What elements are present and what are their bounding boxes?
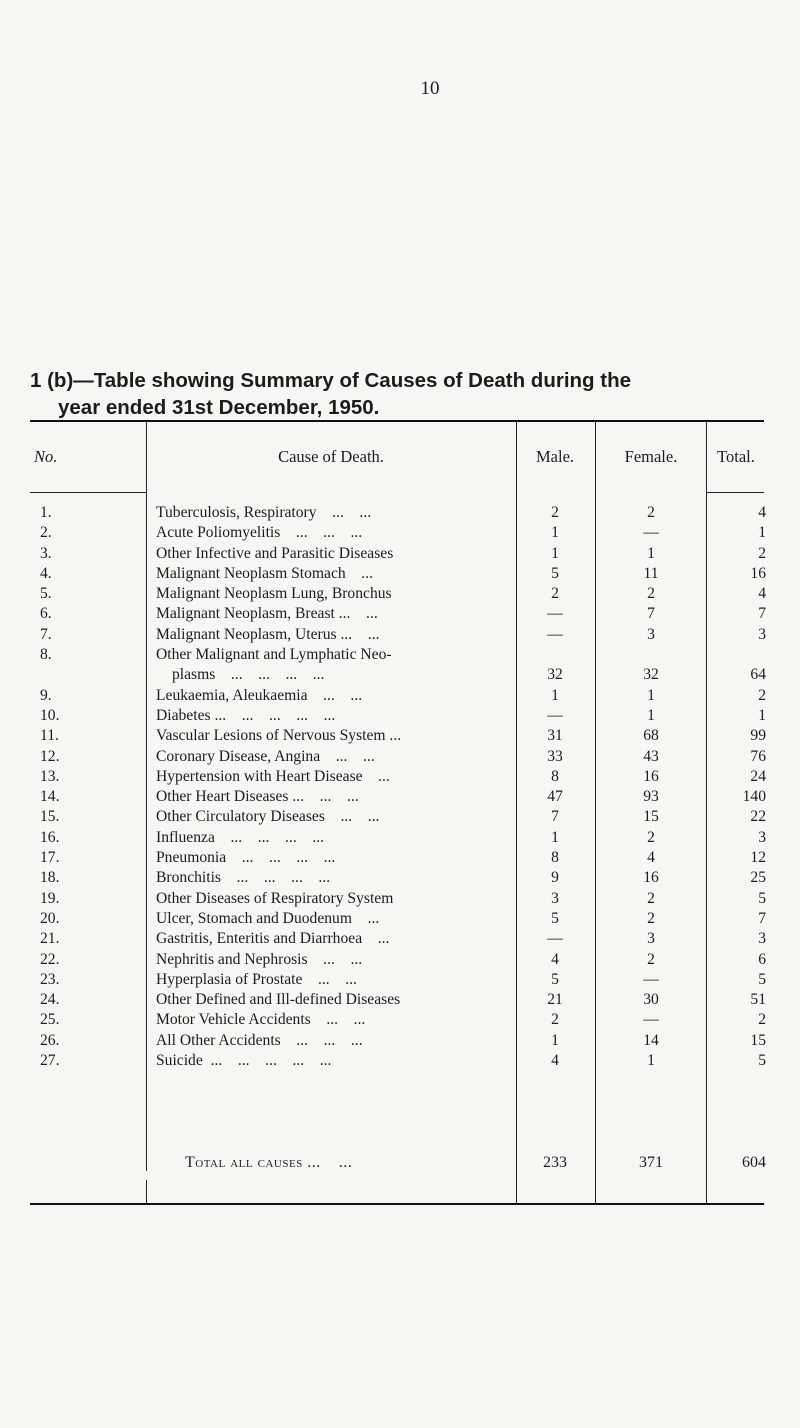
row-number: 18. xyxy=(40,869,60,887)
row-number: 10. xyxy=(40,706,60,724)
male-count: 4 xyxy=(551,1052,559,1070)
total-count: 12 xyxy=(750,849,766,867)
total-count: 16 xyxy=(750,564,766,582)
row-number: 12. xyxy=(40,747,60,765)
male-count: 1 xyxy=(551,1031,559,1049)
male-count: 5 xyxy=(551,564,559,582)
table-row xyxy=(0,828,800,848)
table-row xyxy=(0,726,800,746)
cause-of-death: Suicide ... ... ... ... ... xyxy=(156,1052,332,1070)
total-count: 3 xyxy=(758,625,766,643)
female-count: 2 xyxy=(647,909,655,927)
table-row xyxy=(0,645,800,686)
row-number: 20. xyxy=(40,909,60,927)
cause-of-death: Hypertension with Heart Disease ... xyxy=(156,767,390,785)
female-count: 16 xyxy=(643,767,659,785)
female-count: 11 xyxy=(643,564,659,582)
header-cause: Cause of Death. xyxy=(278,447,384,466)
female-count: 1 xyxy=(647,1052,655,1070)
female-count: 16 xyxy=(643,869,659,887)
header-total: Total. xyxy=(717,447,755,466)
row-number: 27. xyxy=(40,1052,60,1070)
total-count: 3 xyxy=(758,930,766,948)
row-number: 5. xyxy=(40,585,52,603)
total-count: 2 xyxy=(758,686,766,704)
male-count: 7 xyxy=(551,808,559,826)
header-male: Male. xyxy=(535,447,575,466)
female-count: 3 xyxy=(647,930,655,948)
page-number: 10 xyxy=(420,78,440,99)
row-number: 24. xyxy=(40,991,60,1009)
total-count: 6 xyxy=(758,950,766,968)
row-number: 3. xyxy=(40,544,52,562)
male-count: 4 xyxy=(551,950,559,968)
cause-of-death: Other Malignant and Lymphatic Neo- xyxy=(156,646,392,664)
row-number: 14. xyxy=(40,788,60,806)
table-row xyxy=(0,767,800,787)
header-female: Female. xyxy=(624,447,678,466)
table-row xyxy=(0,909,800,929)
table-row xyxy=(0,950,800,970)
male-count: 9 xyxy=(551,869,559,887)
female-count: 4 xyxy=(647,849,655,867)
table-row xyxy=(0,787,800,807)
male-count: 31 xyxy=(547,727,563,745)
cause-of-death: Motor Vehicle Accidents ... ... xyxy=(156,1011,366,1029)
female-count: 30 xyxy=(643,991,659,1009)
table-row xyxy=(0,929,800,949)
male-count: 1 xyxy=(551,544,559,562)
male-count: 2 xyxy=(551,504,559,521)
total-count: 25 xyxy=(750,869,766,887)
female-count: 1 xyxy=(647,706,655,724)
row-number: 15. xyxy=(40,808,60,826)
row-number: 8. xyxy=(40,646,52,664)
total-count: 76 xyxy=(750,747,766,765)
male-count: 1 xyxy=(551,828,559,846)
cause-of-death: Hyperplasia of Prostate ... ... xyxy=(156,970,357,988)
total-count: 2 xyxy=(758,544,766,562)
female-count: 7 xyxy=(647,605,655,623)
table-row xyxy=(0,1051,800,1071)
table-title xyxy=(30,367,770,421)
row-number: 26. xyxy=(40,1031,60,1049)
total-count: 140 xyxy=(742,788,766,806)
table-row xyxy=(0,868,800,888)
male-count: — xyxy=(547,930,563,948)
cause-of-death: Vascular Lesions of Nervous System ... xyxy=(156,727,402,745)
table-row xyxy=(0,848,800,868)
cause-of-death: Influenza ... ... ... ... xyxy=(156,828,325,846)
male-count: 8 xyxy=(551,767,559,785)
male-count: 1 xyxy=(551,524,559,542)
female-count: 32 xyxy=(643,666,659,684)
male-count: 32 xyxy=(547,666,563,684)
row-number: 1. xyxy=(40,504,52,521)
total-count: 3 xyxy=(758,828,766,846)
female-count: 1 xyxy=(647,686,655,704)
header-rule-no xyxy=(30,492,146,493)
female-count: 2 xyxy=(647,504,655,521)
female-count: 93 xyxy=(643,788,659,806)
male-count: 3 xyxy=(551,889,559,907)
total-count: 24 xyxy=(750,767,766,785)
total-count: 1 xyxy=(758,524,766,542)
female-count: 15 xyxy=(643,808,659,826)
total-count: 2 xyxy=(758,1011,766,1029)
row-number: 11. xyxy=(40,727,59,745)
header-no: No. xyxy=(34,447,58,466)
cause-of-death: Malignant Neoplasm, Uterus ... ... xyxy=(156,625,380,643)
table-row xyxy=(0,564,800,584)
cause-of-death-continued: plasms ... ... ... ... xyxy=(172,666,325,684)
row-number: 25. xyxy=(40,1011,60,1029)
table-bottom-rule xyxy=(30,1203,764,1205)
table-row xyxy=(0,625,800,645)
total-count: 5 xyxy=(758,1052,766,1070)
table-row xyxy=(0,990,800,1010)
cause-of-death: Other Defined and Ill-defined Diseases xyxy=(156,991,401,1009)
totals-label: Total all causes ... ... xyxy=(185,1154,353,1171)
male-count: 2 xyxy=(551,585,559,603)
male-count: 47 xyxy=(547,788,563,806)
female-count: 43 xyxy=(643,747,659,765)
cause-of-death: Malignant Neoplasm, Breast ... ... xyxy=(156,605,378,623)
table-row xyxy=(0,503,800,523)
header-rule-total xyxy=(706,492,764,493)
totals-female: 371 xyxy=(639,1154,663,1171)
total-count: 22 xyxy=(750,808,766,826)
table-row xyxy=(0,686,800,706)
cause-of-death: Malignant Neoplasm Stomach ... xyxy=(156,564,373,582)
male-count: 2 xyxy=(551,1011,559,1029)
male-count: 5 xyxy=(551,970,559,988)
cause-of-death: Gastritis, Enteritis and Diarrhoea ... xyxy=(156,930,390,948)
cause-of-death: Acute Poliomyelitis ... ... ... xyxy=(156,524,363,542)
female-count: 2 xyxy=(647,889,655,907)
row-number: 23. xyxy=(40,970,60,988)
female-count: 1 xyxy=(647,544,655,562)
total-count: 5 xyxy=(758,970,766,988)
female-count: 3 xyxy=(647,625,655,643)
row-number: 21. xyxy=(40,930,60,948)
row-number: 16. xyxy=(40,828,60,846)
cause-of-death: Leukaemia, Aleukaemia ... ... xyxy=(156,686,363,704)
table-top-rule xyxy=(30,420,764,422)
male-count: 21 xyxy=(547,991,563,1009)
female-count: — xyxy=(643,1011,659,1029)
table-row xyxy=(0,747,800,767)
row-number: 19. xyxy=(40,889,60,907)
total-count: 51 xyxy=(750,991,766,1009)
total-count: 7 xyxy=(758,605,766,623)
title-line-2: year ended 31st December, 1950. xyxy=(58,396,380,419)
total-count: 1 xyxy=(758,706,766,724)
table-body xyxy=(0,503,800,1071)
female-count: 2 xyxy=(647,950,655,968)
cause-of-death: Malignant Neoplasm Lung, Bronchus xyxy=(156,585,392,603)
male-count: 5 xyxy=(551,909,559,927)
female-count: — xyxy=(643,524,659,542)
female-count: 68 xyxy=(643,727,659,745)
row-number: 7. xyxy=(40,625,52,643)
row-number: 9. xyxy=(40,686,52,704)
cause-of-death: Other Heart Diseases ... ... ... xyxy=(156,788,359,806)
totals-total: 604 xyxy=(742,1154,766,1171)
total-count: 4 xyxy=(758,504,766,521)
female-count: — xyxy=(643,970,659,988)
cause-of-death: Ulcer, Stomach and Duodenum ... xyxy=(156,909,380,927)
cause-of-death: All Other Accidents ... ... ... xyxy=(156,1031,363,1049)
cause-of-death: Tuberculosis, Respiratory ... ... xyxy=(156,504,372,521)
total-count: 5 xyxy=(758,889,766,907)
row-number: 4. xyxy=(40,564,52,582)
table-row xyxy=(0,970,800,990)
cause-of-death: Pneumonia ... ... ... ... xyxy=(156,849,336,867)
row-number: 17. xyxy=(40,849,60,867)
table-row xyxy=(0,1010,800,1030)
male-count: — xyxy=(547,625,563,643)
row-number: 6. xyxy=(40,605,52,623)
cause-of-death: Other Infective and Parasitic Diseases xyxy=(156,544,394,562)
table-row xyxy=(0,807,800,827)
row-number: 13. xyxy=(40,767,60,785)
title-line-1: 1 (b)—Table showing Summary of Causes of Death during the xyxy=(30,369,632,392)
female-count: 2 xyxy=(647,828,655,846)
male-count: — xyxy=(547,706,563,724)
table-row xyxy=(0,1031,800,1051)
cause-of-death: Other Circulatory Diseases ... ... xyxy=(156,808,380,826)
cause-of-death: Nephritis and Nephrosis ... ... xyxy=(156,950,363,968)
cause-of-death: Coronary Disease, Angina ... ... xyxy=(156,747,375,765)
male-count: 33 xyxy=(547,747,563,765)
female-count: 14 xyxy=(643,1031,659,1049)
male-count: — xyxy=(547,605,563,623)
total-count: 99 xyxy=(750,727,766,745)
cause-of-death: Other Diseases of Respiratory System xyxy=(156,889,394,907)
table-row xyxy=(0,523,800,543)
table-row xyxy=(0,544,800,564)
total-count: 4 xyxy=(758,585,766,603)
table-row xyxy=(0,889,800,909)
totals-male: 233 xyxy=(543,1154,567,1171)
male-count: 8 xyxy=(551,849,559,867)
divider-no-cause-lower xyxy=(146,1180,147,1203)
total-count: 15 xyxy=(750,1031,766,1049)
total-count: 64 xyxy=(750,666,766,684)
table-row xyxy=(0,706,800,726)
total-count: 7 xyxy=(758,909,766,927)
male-count: 1 xyxy=(551,686,559,704)
female-count: 2 xyxy=(647,585,655,603)
cause-of-death: Bronchitis ... ... ... ... xyxy=(156,869,331,887)
row-number: 2. xyxy=(40,524,52,542)
cause-of-death: Diabetes ... ... ... ... ... xyxy=(156,706,336,724)
table-row xyxy=(0,604,800,624)
row-number: 22. xyxy=(40,950,60,968)
table-row xyxy=(0,584,800,604)
